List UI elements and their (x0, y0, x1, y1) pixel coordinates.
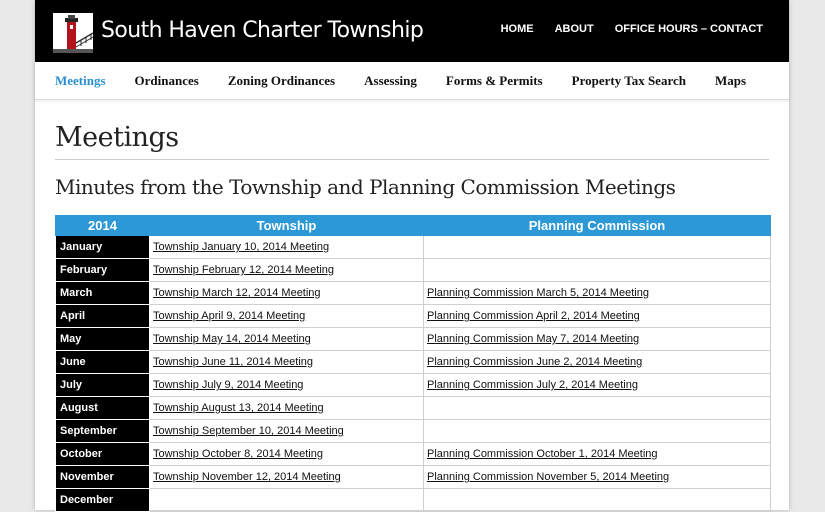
lighthouse-logo-icon[interactable] (53, 13, 93, 53)
township-cell (150, 351, 424, 374)
table-row (56, 305, 771, 328)
planning-commission-cell (424, 397, 771, 420)
township-cell (150, 282, 424, 305)
table-row (56, 443, 771, 466)
month-cell: April (56, 305, 150, 328)
township-meeting-link[interactable]: Township July 9, 2014 Meeting (153, 379, 304, 391)
month-cell: September (56, 420, 150, 443)
planning-commission-cell (424, 328, 771, 351)
planning-commission-cell (424, 466, 771, 489)
township-cell (150, 443, 424, 466)
township-cell (150, 374, 424, 397)
planning-commission-cell (424, 489, 771, 512)
township-meeting-link[interactable]: Township June 11, 2014 Meeting (153, 356, 314, 368)
page-container (35, 0, 789, 510)
table-row (56, 466, 771, 489)
column-header-planning-commission: Planning Commission (424, 216, 771, 236)
nav-item-forms-permits[interactable]: Forms & Permits (445, 72, 543, 88)
township-meeting-link[interactable]: Township March 12, 2014 Meeting (153, 287, 321, 299)
planning-commission-cell (424, 282, 771, 305)
nav-item-meetings[interactable]: Meetings (55, 72, 106, 88)
township-cell (150, 466, 424, 489)
month-cell: May (56, 328, 150, 351)
nav-item-maps[interactable]: Maps (714, 72, 747, 88)
nav-item-ordinances[interactable]: Ordinances (134, 72, 199, 88)
planning-commission-meeting-link[interactable]: Planning Commission June 2, 2014 Meeting (427, 356, 643, 368)
column-header-year: 2014 (56, 216, 150, 236)
top-nav-about[interactable]: ABOUT (554, 23, 594, 35)
month-cell: January (56, 236, 150, 259)
township-meeting-link[interactable]: Township September 10, 2014 Meeting (153, 425, 344, 437)
planning-commission-cell (424, 236, 771, 259)
main-nav (35, 62, 789, 100)
planning-commission-meeting-link[interactable]: Planning Commission May 7, 2014 Meeting (427, 333, 640, 345)
table-body (56, 236, 771, 512)
site-title[interactable]: South Haven Charter Township (101, 18, 424, 43)
top-nav (501, 23, 763, 35)
top-nav-office-hours-contact[interactable]: OFFICE HOURS – CONTACT (614, 23, 763, 35)
township-cell (150, 305, 424, 328)
township-meeting-link[interactable]: Township April 9, 2014 Meeting (153, 310, 306, 322)
planning-commission-cell (424, 305, 771, 328)
township-cell (150, 328, 424, 351)
table-row (56, 397, 771, 420)
month-cell: July (56, 374, 150, 397)
planning-commission-cell (424, 259, 771, 282)
township-cell (150, 397, 424, 420)
planning-commission-cell (424, 374, 771, 397)
township-meeting-link[interactable]: Township February 12, 2014 Meeting (153, 264, 334, 276)
township-cell (150, 259, 424, 282)
planning-commission-meeting-link[interactable]: Planning Commission July 2, 2014 Meeting (427, 379, 638, 391)
township-cell (150, 420, 424, 443)
table-row (56, 328, 771, 351)
month-cell: November (56, 466, 150, 489)
page-title: Meetings (55, 122, 769, 160)
planning-commission-cell (424, 351, 771, 374)
table-header-row (56, 216, 771, 236)
month-cell: February (56, 259, 150, 282)
township-cell (150, 489, 424, 512)
planning-commission-meeting-link[interactable]: Planning Commission November 5, 2014 Meeting (427, 471, 670, 483)
township-meeting-link[interactable]: Township January 10, 2014 Meeting (153, 241, 330, 253)
nav-item-assessing[interactable]: Assessing (364, 72, 417, 88)
month-cell: December (56, 489, 150, 512)
township-meeting-link[interactable]: Township May 14, 2014 Meeting (153, 333, 311, 345)
table-row (56, 420, 771, 443)
township-meeting-link[interactable]: Township November 12, 2014 Meeting (153, 471, 341, 483)
main-content (35, 122, 789, 512)
township-meeting-link[interactable]: Township October 8, 2014 Meeting (153, 448, 323, 460)
month-cell: October (56, 443, 150, 466)
township-meeting-link[interactable]: Township August 13, 2014 Meeting (153, 402, 324, 414)
nav-item-property-tax-search[interactable]: Property Tax Search (571, 72, 686, 88)
top-nav-home[interactable]: HOME (500, 23, 534, 35)
planning-commission-meeting-link[interactable]: Planning Commission October 1, 2014 Meeting (427, 448, 658, 460)
township-cell (150, 236, 424, 259)
planning-commission-cell (424, 420, 771, 443)
minutes-table (55, 215, 771, 512)
nav-item-zoning-ordinances[interactable]: Zoning Ordinances (227, 72, 336, 88)
planning-commission-meeting-link[interactable]: Planning Commission April 2, 2014 Meeting (427, 310, 640, 322)
table-row (56, 236, 771, 259)
page-subtitle: Minutes from the Township and Planning Commission Meetings (55, 175, 676, 199)
planning-commission-meeting-link[interactable]: Planning Commission March 5, 2014 Meeting (427, 287, 649, 299)
month-cell: August (56, 397, 150, 420)
table-row (56, 259, 771, 282)
table-row (56, 374, 771, 397)
planning-commission-cell (424, 443, 771, 466)
table-row (56, 351, 771, 374)
month-cell: June (56, 351, 150, 374)
site-header (35, 0, 789, 62)
month-cell: March (56, 282, 150, 305)
column-header-township: Township (150, 216, 424, 236)
table-row (56, 489, 771, 512)
table-row (56, 282, 771, 305)
